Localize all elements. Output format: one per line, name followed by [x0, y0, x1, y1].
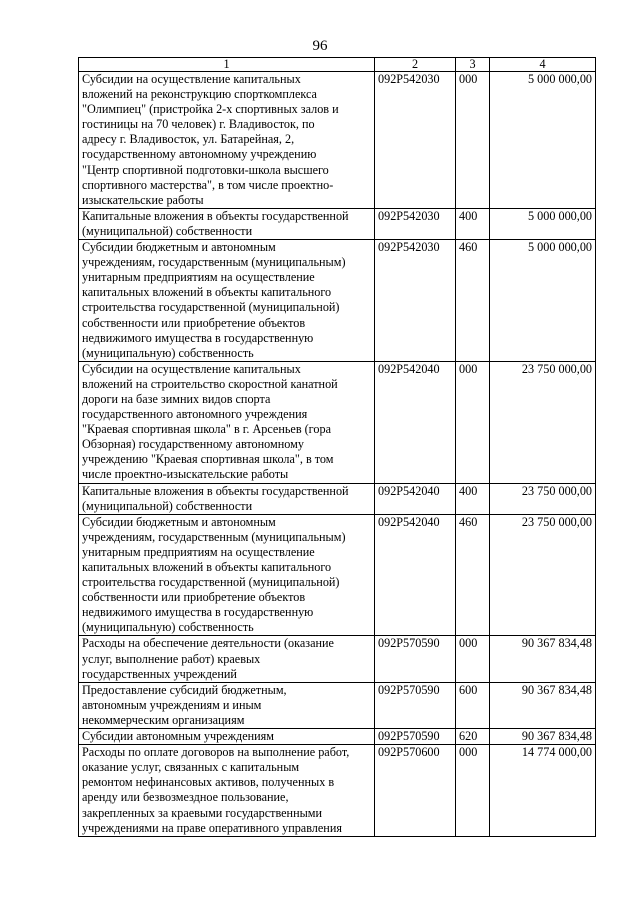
row-description-line: аренду или безвозмездное пользование, — [82, 790, 289, 805]
row-description-line: недвижимого имущества в государственную — [82, 605, 314, 620]
row-description — [79, 361, 375, 483]
row-description-line: государственных учреждений — [82, 666, 237, 681]
row-description-line: дороги на базе зимних видов спорта — [82, 391, 271, 406]
row-amount: 5 000 000,00 — [490, 72, 596, 209]
row-description-line: унитарным предприятиям на осуществление — [82, 270, 315, 285]
row-expense-type: 600 — [456, 682, 490, 728]
row-description — [79, 240, 375, 362]
row-expense-type: 000 — [456, 72, 490, 209]
table-body — [79, 58, 596, 837]
row-description-line: гостиницы на 70 человек) г. Владивосток, по — [82, 117, 315, 132]
row-amount: 5 000 000,00 — [490, 240, 596, 362]
row-description — [79, 72, 375, 209]
row-expense-type: 460 — [456, 240, 490, 362]
row-code: 092Р570590 — [375, 682, 456, 728]
table-row — [79, 240, 596, 362]
row-description-line: (муниципальной) собственности — [82, 498, 253, 513]
row-description-line: некоммерческим организациям — [82, 712, 245, 727]
budget-table — [78, 57, 596, 837]
row-code: 092Р570590 — [375, 729, 456, 745]
row-amount: 90 367 834,48 — [490, 729, 596, 745]
row-code: 092Р542030 — [375, 72, 456, 209]
row-description — [79, 514, 375, 636]
row-code: 092Р542030 — [375, 208, 456, 239]
row-description — [79, 729, 375, 745]
row-description-line: "Олимпиец" (пристройка 2-х спортивных залов и — [82, 102, 339, 117]
row-code: 092Р542030 — [375, 240, 456, 362]
row-description-line: капитальных вложений в объекты капитального — [82, 560, 332, 574]
table-row — [79, 729, 596, 745]
row-description-line: Предоставление субсидий бюджетным, — [82, 682, 287, 697]
row-description — [79, 636, 375, 682]
row-description-line: услуг, выполнение работ) краевых — [82, 651, 261, 666]
row-description-line: Субсидии бюджетным и автономным — [82, 240, 276, 255]
table-row — [79, 514, 596, 636]
row-description-line: спортивного мастерства", в том числе проектно- — [82, 177, 334, 192]
row-expense-type: 400 — [456, 208, 490, 239]
row-description-line: ремонтом нефинансовых активов, полученных в — [82, 775, 335, 790]
row-description-line: строительства государственной (муниципальной) — [82, 575, 340, 590]
row-amount: 90 367 834,48 — [490, 636, 596, 682]
row-description-line: "Центр спортивной подготовки-школа высшего — [82, 162, 329, 177]
row-description-line: (муниципальную) собственность — [82, 620, 254, 635]
row-description-line: Субсидии на осуществление капитальных — [82, 72, 301, 86]
table-row — [79, 636, 596, 682]
row-description-line: адресу г. Владивосток, ул. Батарейная, 2, — [82, 132, 295, 147]
row-code: 092Р542040 — [375, 361, 456, 483]
row-description-line: собственности или приобретение объектов — [82, 590, 306, 605]
row-expense-type: 400 — [456, 483, 490, 514]
row-description-line: изыскательские работы — [82, 192, 204, 207]
row-description-line: Субсидии на осуществление капитальных — [82, 361, 301, 376]
row-description-line: государственному автономному учреждению — [82, 147, 317, 162]
header-col-2: 2 — [375, 58, 456, 72]
row-code: 092Р542040 — [375, 514, 456, 636]
row-description-line: Субсидии автономным учреждениям — [82, 729, 274, 744]
row-description-line: учреждениями на праве оперативного управления — [82, 820, 342, 835]
row-amount: 23 750 000,00 — [490, 361, 596, 483]
row-description-line: оказание услуг, связанных с капитальным — [82, 760, 300, 775]
table-row — [79, 682, 596, 728]
header-col-1: 1 — [79, 58, 375, 72]
row-expense-type: 620 — [456, 729, 490, 745]
row-description-line: учреждениям, государственным (муниципальным) — [82, 529, 346, 544]
header-col-3: 3 — [456, 58, 490, 72]
row-description-line: автономным учреждениям и иным — [82, 697, 262, 712]
row-amount: 23 750 000,00 — [490, 483, 596, 514]
page-number: 96 — [312, 38, 328, 54]
row-description-line: капитальных вложений в объекты капитального — [82, 285, 332, 300]
row-description-line: числе проектно-изыскательские работы — [82, 467, 289, 482]
table-row — [79, 72, 596, 209]
row-description-line: строительства государственной (муниципальной) — [82, 300, 340, 315]
table-header-row — [79, 58, 596, 72]
row-description-line: государственного автономного учреждения — [82, 407, 308, 422]
row-amount: 90 367 834,48 — [490, 682, 596, 728]
table-row — [79, 483, 596, 514]
table-row — [79, 745, 596, 837]
row-amount: 5 000 000,00 — [490, 208, 596, 239]
row-description-line: собственности или приобретение объектов — [82, 315, 306, 330]
row-description-line: "Краевая спортивная школа" в г. Арсеньев (гора — [82, 422, 331, 437]
row-description-line: Обзорная) государственному автономному — [82, 437, 304, 452]
row-description-line: закрепленных за краевыми государственными — [82, 805, 323, 820]
row-description — [79, 483, 375, 514]
row-expense-type: 000 — [456, 745, 490, 837]
row-code: 092Р570590 — [375, 636, 456, 682]
row-description-line: Расходы по оплате договоров на выполнение работ, — [82, 745, 350, 760]
row-amount: 23 750 000,00 — [490, 514, 596, 636]
row-description-line: унитарным предприятиям на осуществление — [82, 544, 315, 559]
row-code: 092Р542040 — [375, 483, 456, 514]
row-amount: 14 774 000,00 — [490, 745, 596, 837]
row-description-line: вложений на строительство скоростной канатной — [82, 376, 338, 391]
row-description — [79, 682, 375, 728]
row-description — [79, 208, 375, 239]
row-description-line: (муниципальную) собственность — [82, 345, 254, 360]
row-expense-type: 000 — [456, 361, 490, 483]
row-description-line: недвижимого имущества в государственную — [82, 330, 314, 345]
row-description-line: (муниципальной) собственности — [82, 223, 253, 238]
row-description-line: вложений на реконструкцию спорткомплекса — [82, 87, 317, 102]
row-expense-type: 000 — [456, 636, 490, 682]
row-description-line: Капитальные вложения в объекты государственной — [82, 483, 349, 498]
row-description-line: Субсидии бюджетным и автономным — [82, 514, 276, 529]
header-col-4: 4 — [490, 58, 596, 72]
row-description-line: Расходы на обеспечение деятельности (оказание — [82, 636, 334, 651]
row-description-line: Капитальные вложения в объекты государственной — [82, 208, 349, 223]
row-expense-type: 460 — [456, 514, 490, 636]
row-description — [79, 745, 375, 837]
row-description-line: учреждению "Краевая спортивная школа", в том — [82, 452, 334, 467]
row-description-line: учреждениям, государственным (муниципальным) — [82, 255, 346, 270]
table-row — [79, 208, 596, 239]
table-row — [79, 361, 596, 483]
row-code: 092Р570600 — [375, 745, 456, 837]
